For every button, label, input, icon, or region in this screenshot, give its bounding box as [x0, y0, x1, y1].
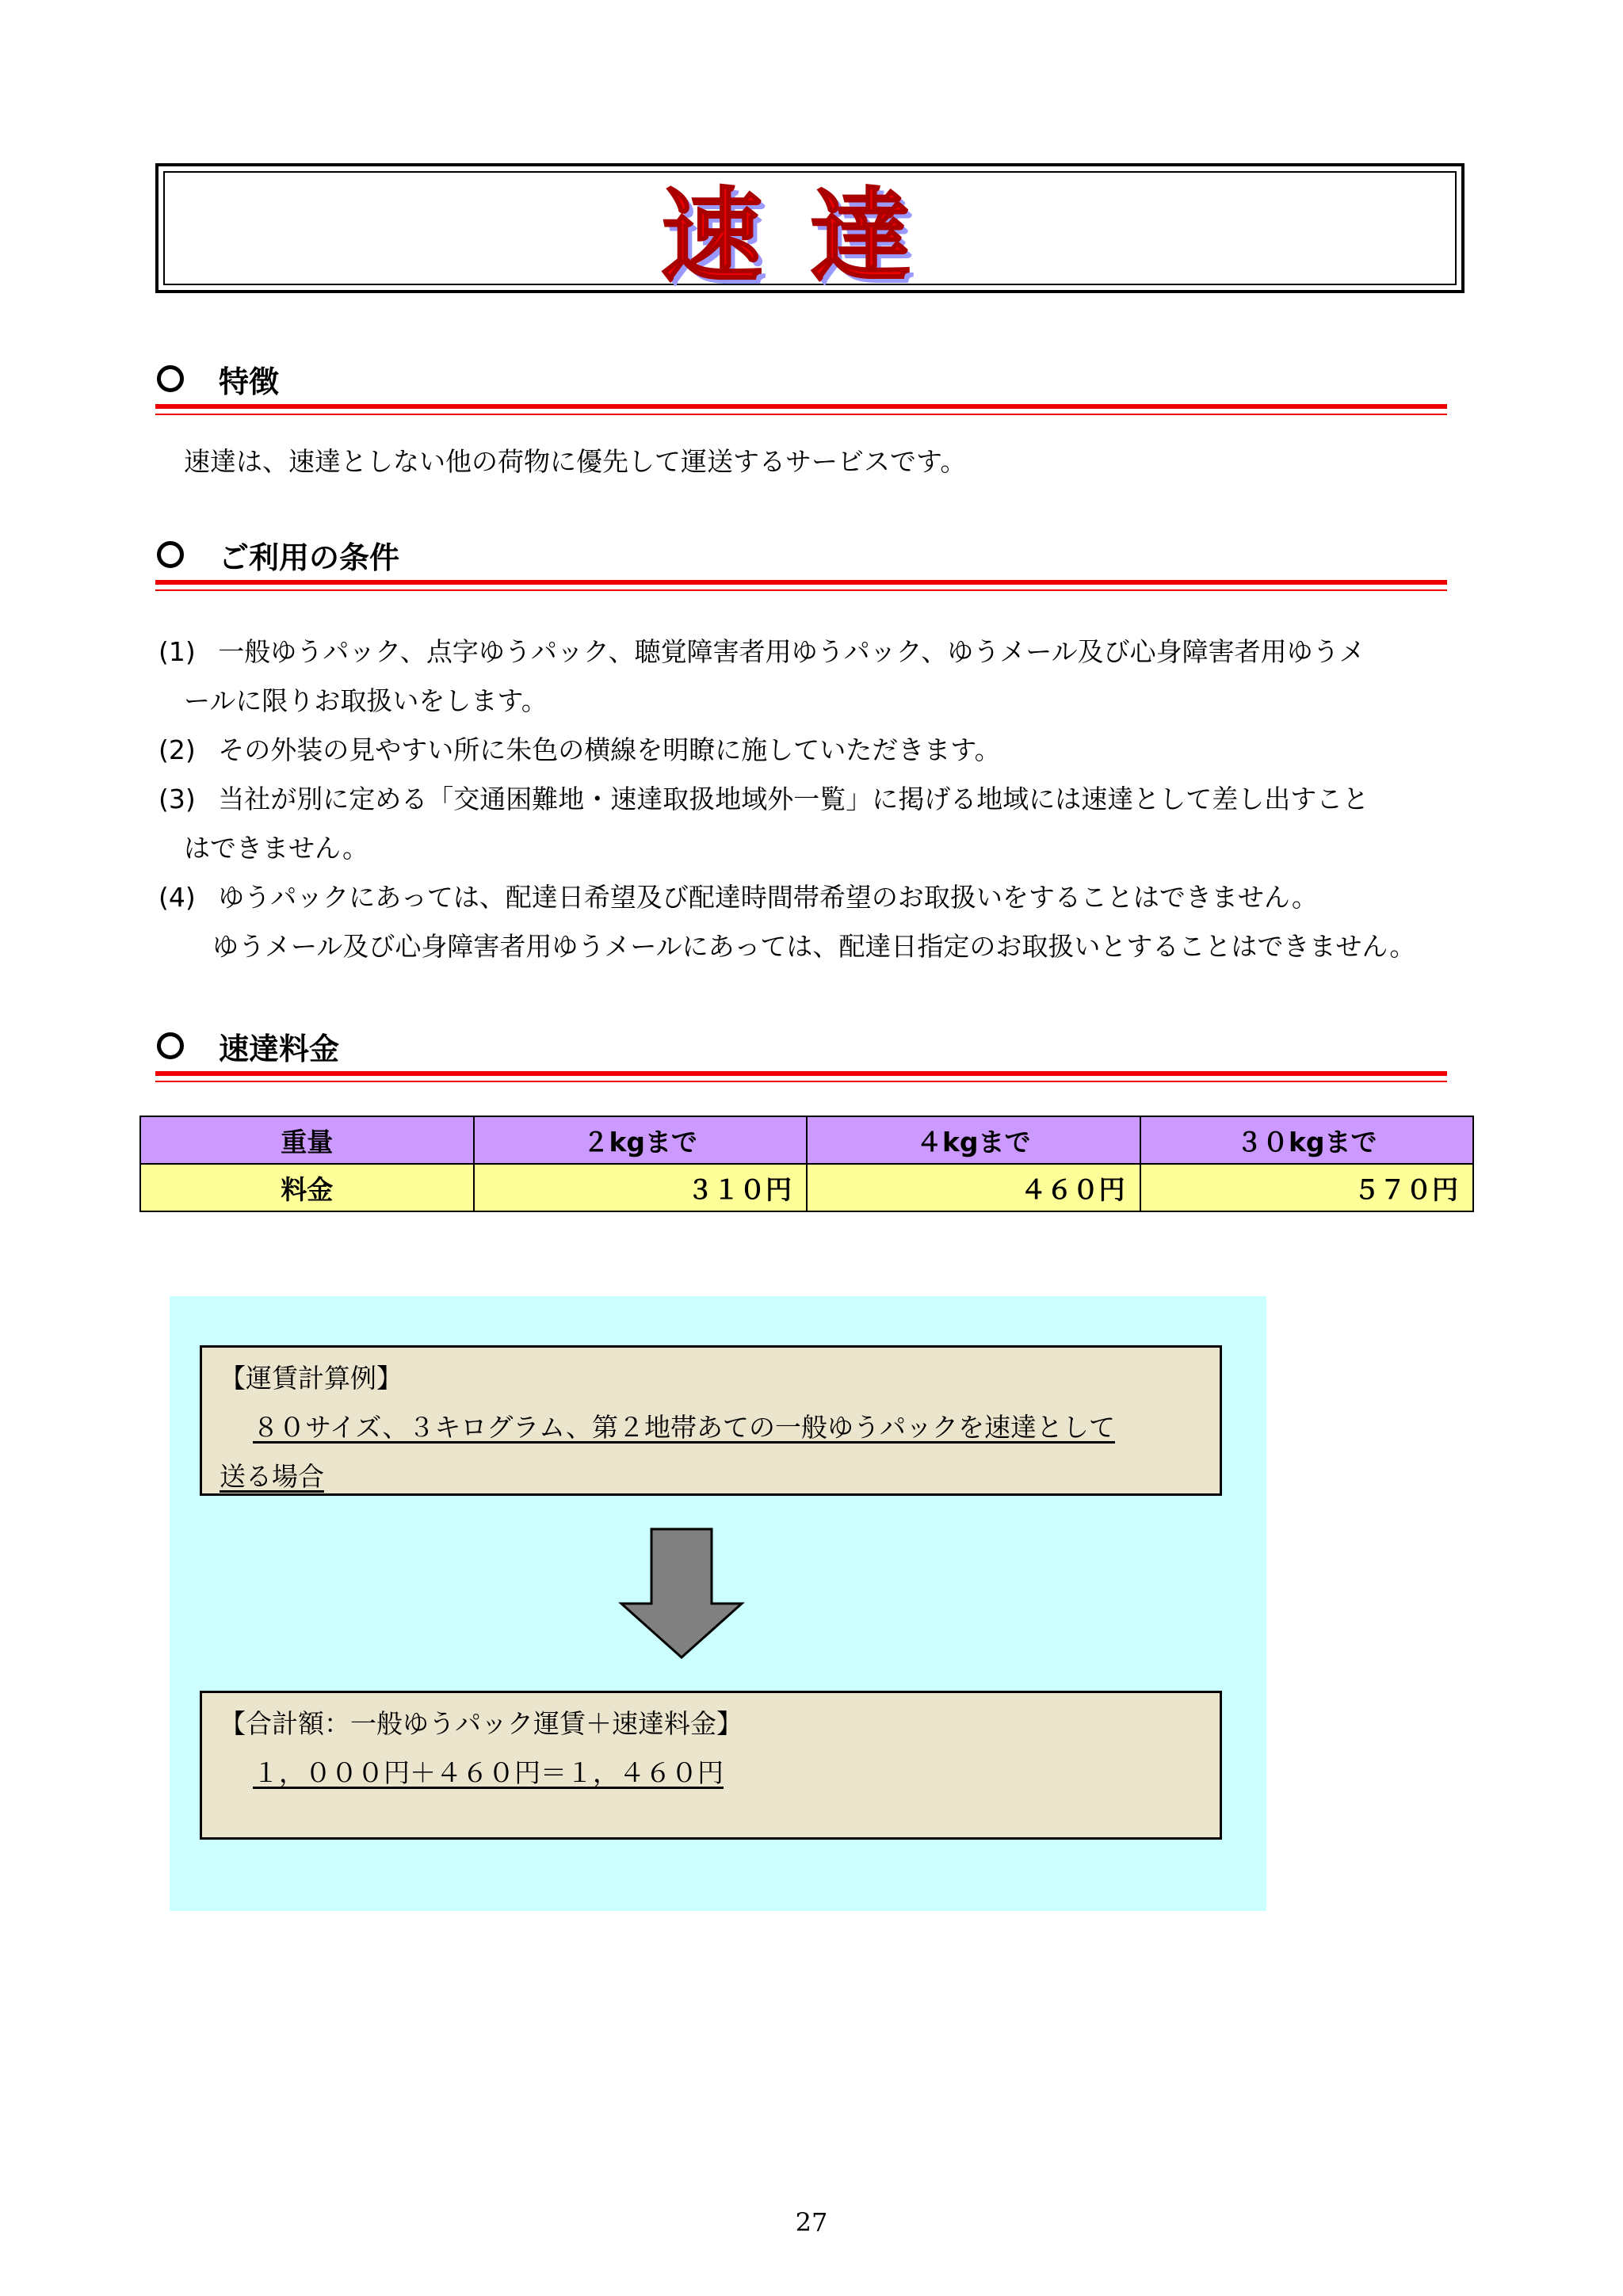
circle-bullet-icon — [157, 541, 184, 568]
page-number: 27 — [795, 2207, 828, 2237]
rate-table — [139, 1116, 1474, 1212]
condition-text: 一般ゆうパック、点字ゆうパック、聴覚障害者用ゆうパック、ゆうメール及び心身障害者用ゆうメ — [218, 636, 1365, 667]
total-box — [200, 1691, 1222, 1840]
condition-1-cont: ールに限りお取扱いをします。 — [184, 685, 548, 716]
circle-bullet-icon — [157, 1032, 184, 1059]
condition-4 — [158, 873, 1318, 922]
section-rule — [155, 580, 1447, 591]
table-header-row — [140, 1116, 1473, 1164]
section-heading-fees — [157, 1022, 339, 1070]
features-text: 速達は、速達としない他の荷物に優先して運送するサービスです。 — [184, 446, 967, 477]
circle-bullet-icon — [157, 365, 184, 392]
section-rule — [155, 1071, 1447, 1082]
table-header-cell: ４kgまで — [807, 1116, 1140, 1164]
condition-text: その外装の見やすい所に朱色の横線を明瞭に施していただきます。 — [218, 734, 1001, 765]
section-heading-label: 速達料金 — [219, 1031, 340, 1066]
table-row — [140, 1164, 1473, 1211]
page-title: 速達 — [660, 178, 959, 296]
calc-example-line: 送る場合 — [220, 1461, 324, 1492]
calc-example-title: 【運賃計算例】 — [220, 1363, 403, 1394]
table-cell: 料金 — [140, 1164, 474, 1211]
table-cell: ４６０円 — [807, 1164, 1140, 1211]
condition-marker: (2) — [158, 734, 196, 765]
section-heading-features — [157, 355, 279, 402]
condition-2 — [158, 726, 1001, 775]
calc-example-line: ８０サイズ、３キログラム、第２地帯あての一般ゆうパックを速達として — [253, 1412, 1116, 1443]
total-title: 【合計額：一般ゆうパック運賃＋速達料金】 — [220, 1708, 743, 1739]
calc-example-box — [200, 1345, 1222, 1496]
table-cell: ５７０円 — [1140, 1164, 1474, 1211]
condition-text: ゆうパックにあっては、配達日希望及び配達時間帯希望のお取扱いをすることはできません。 — [218, 882, 1318, 913]
condition-4-cont: ゆうメール及び心身障害者用ゆうメールにあっては、配達日指定のお取扱いとすることはできません。 — [212, 931, 1416, 962]
section-heading-label: ご利用の条件 — [219, 540, 400, 575]
section-heading-conditions — [157, 531, 399, 578]
condition-marker: (3) — [158, 784, 196, 814]
condition-marker: (1) — [158, 636, 196, 667]
table-header-cell: ２kgまで — [474, 1116, 808, 1164]
section-rule — [155, 404, 1447, 415]
condition-3 — [158, 775, 1369, 824]
section-heading-label: 特徴 — [219, 364, 280, 399]
table-header-cell: 重量 — [140, 1116, 474, 1164]
condition-marker: (4) — [158, 882, 196, 913]
table-header-cell: ３０kgまで — [1140, 1116, 1474, 1164]
condition-text: 当社が別に定める「交通困難地・速達取扱地域外一覧」に掲げる地域には速達として差し出すこと — [218, 784, 1369, 814]
title-frame — [155, 163, 1465, 296]
condition-1 — [158, 627, 1365, 677]
table-cell: ３１０円 — [474, 1164, 808, 1211]
total-formula: １，０００円＋４６０円＝１，４６０円 — [253, 1757, 724, 1788]
condition-3-cont: はできません。 — [184, 833, 369, 864]
arrow-down-icon — [618, 1527, 745, 1661]
